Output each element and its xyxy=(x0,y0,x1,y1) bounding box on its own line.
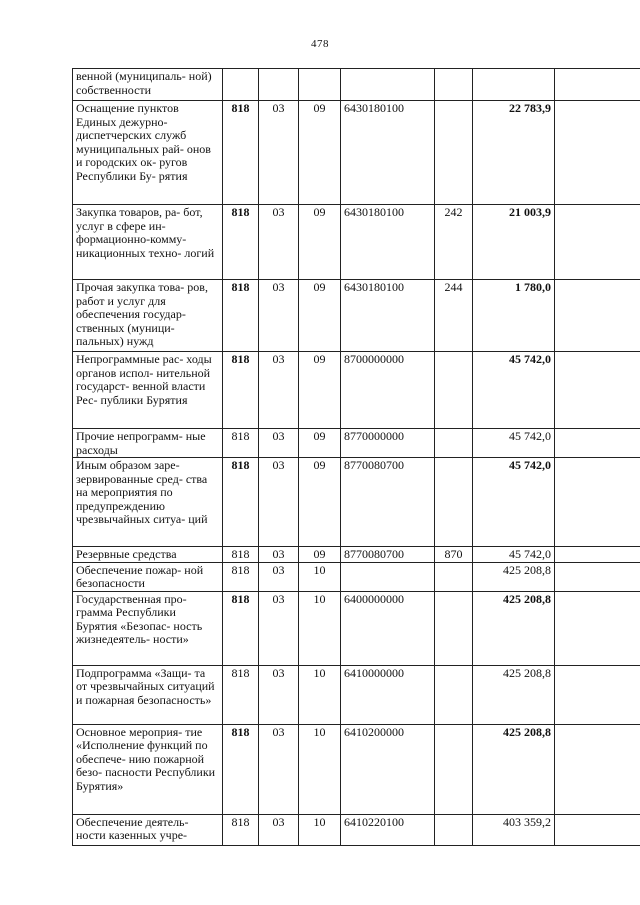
subsection-code-cell: 10 xyxy=(299,665,341,724)
extra-cell xyxy=(555,547,640,563)
section-code-cell: 03 xyxy=(259,665,299,724)
expense-type-cell xyxy=(435,814,473,845)
expense-type-cell xyxy=(435,101,473,205)
extra-cell xyxy=(555,562,640,591)
amount-cell: 45 742,0 xyxy=(473,352,555,429)
item-name-cell: Иным образом заре- зервированные сред- ства на мероприятия по предупреждению чрезвычайных ситуа- ций xyxy=(73,458,223,547)
item-name-cell: Закупка товаров, ра- бот, услуг в сфере ин- формационно-комму- никационных техно- логий xyxy=(73,205,223,280)
target-article-cell xyxy=(341,69,435,101)
target-article-cell: 6430180100 xyxy=(341,101,435,205)
section-code-cell: 03 xyxy=(259,814,299,845)
section-code-cell: 03 xyxy=(259,429,299,458)
extra-cell xyxy=(555,205,640,280)
amount-cell: 425 208,8 xyxy=(473,665,555,724)
extra-cell xyxy=(555,429,640,458)
subsection-code-cell: 09 xyxy=(299,205,341,280)
subsection-code-cell: 09 xyxy=(299,429,341,458)
item-name-cell: Оснащение пунктов Единых дежурно- диспетчерских служб муниципальных рай- онов и городских ок- ругов Республики Бу- рятия xyxy=(73,101,223,205)
subsection-code-cell: 10 xyxy=(299,724,341,814)
department-code-cell: 818 xyxy=(223,591,259,665)
section-code-cell: 03 xyxy=(259,280,299,352)
expense-type-cell xyxy=(435,724,473,814)
amount-cell: 403 359,2 xyxy=(473,814,555,845)
extra-cell xyxy=(555,352,640,429)
budget-table xyxy=(72,68,640,846)
amount-cell: 45 742,0 xyxy=(473,547,555,563)
subsection-code-cell xyxy=(299,69,341,101)
item-name-cell: Резервные средства xyxy=(73,547,223,563)
item-name-cell: Обеспечение пожар- ной безопасности xyxy=(73,562,223,591)
section-code-cell: 03 xyxy=(259,724,299,814)
target-article-cell: 6410000000 xyxy=(341,665,435,724)
department-code-cell xyxy=(223,69,259,101)
table-row xyxy=(73,547,640,563)
item-name-cell: венной (муниципаль- ной) собственности xyxy=(73,69,223,101)
item-name-cell: Государственная про- грамма Республики Бурятия «Безопас- ность жизнедеятель- ности» xyxy=(73,591,223,665)
table-row xyxy=(73,458,640,547)
extra-cell xyxy=(555,280,640,352)
expense-type-cell xyxy=(435,429,473,458)
department-code-cell: 818 xyxy=(223,280,259,352)
department-code-cell: 818 xyxy=(223,429,259,458)
amount-cell: 21 003,9 xyxy=(473,205,555,280)
department-code-cell: 818 xyxy=(223,547,259,563)
section-code-cell: 03 xyxy=(259,562,299,591)
target-article-cell: 8770080700 xyxy=(341,547,435,563)
amount-cell xyxy=(473,69,555,101)
target-article-cell: 6410200000 xyxy=(341,724,435,814)
extra-cell xyxy=(555,591,640,665)
amount-cell: 45 742,0 xyxy=(473,458,555,547)
target-article-cell: 8700000000 xyxy=(341,352,435,429)
page-number: 478 xyxy=(311,38,329,50)
expense-type-cell xyxy=(435,352,473,429)
expense-type-cell xyxy=(435,458,473,547)
expense-type-cell: 870 xyxy=(435,547,473,563)
table-row xyxy=(73,205,640,280)
expense-type-cell xyxy=(435,591,473,665)
target-article-cell: 8770080700 xyxy=(341,458,435,547)
table-row xyxy=(73,69,640,101)
target-article-cell: 6430180100 xyxy=(341,280,435,352)
table-row xyxy=(73,562,640,591)
section-code-cell: 03 xyxy=(259,591,299,665)
amount-cell: 45 742,0 xyxy=(473,429,555,458)
extra-cell xyxy=(555,458,640,547)
expense-type-cell xyxy=(435,562,473,591)
item-name-cell: Подпрограмма «Защи- та от чрезвычайных ситуаций и пожарная безопасность» xyxy=(73,665,223,724)
section-code-cell: 03 xyxy=(259,101,299,205)
item-name-cell: Основное мероприя- тие «Исполнение функций по обеспечe- нию пожарной безо- пасности Республики Бурятия» xyxy=(73,724,223,814)
table-row xyxy=(73,429,640,458)
subsection-code-cell: 10 xyxy=(299,814,341,845)
target-article-cell: 6400000000 xyxy=(341,591,435,665)
section-code-cell: 03 xyxy=(259,205,299,280)
expense-type-cell xyxy=(435,665,473,724)
extra-cell xyxy=(555,814,640,845)
subsection-code-cell: 09 xyxy=(299,352,341,429)
table-row xyxy=(73,665,640,724)
subsection-code-cell: 09 xyxy=(299,101,341,205)
subsection-code-cell: 09 xyxy=(299,547,341,563)
budget-table-body xyxy=(73,69,640,846)
subsection-code-cell: 10 xyxy=(299,562,341,591)
table-row xyxy=(73,814,640,845)
amount-cell: 425 208,8 xyxy=(473,591,555,665)
section-code-cell: 03 xyxy=(259,547,299,563)
department-code-cell: 818 xyxy=(223,665,259,724)
amount-cell: 22 783,9 xyxy=(473,101,555,205)
table-row xyxy=(73,101,640,205)
extra-cell xyxy=(555,101,640,205)
target-article-cell: 6410220100 xyxy=(341,814,435,845)
table-row xyxy=(73,591,640,665)
amount-cell: 425 208,8 xyxy=(473,724,555,814)
amount-cell: 425 208,8 xyxy=(473,562,555,591)
target-article-cell xyxy=(341,562,435,591)
item-name-cell: Прочие непрограмм- ные расходы xyxy=(73,429,223,458)
extra-cell xyxy=(555,665,640,724)
department-code-cell: 818 xyxy=(223,458,259,547)
department-code-cell: 818 xyxy=(223,101,259,205)
department-code-cell: 818 xyxy=(223,205,259,280)
item-name-cell: Обеспечение деятель- ности казенных учре- xyxy=(73,814,223,845)
department-code-cell: 818 xyxy=(223,352,259,429)
section-code-cell: 03 xyxy=(259,352,299,429)
table-row xyxy=(73,352,640,429)
section-code-cell xyxy=(259,69,299,101)
amount-cell: 1 780,0 xyxy=(473,280,555,352)
target-article-cell: 6430180100 xyxy=(341,205,435,280)
expense-type-cell: 242 xyxy=(435,205,473,280)
table-row xyxy=(73,724,640,814)
department-code-cell: 818 xyxy=(223,814,259,845)
extra-cell xyxy=(555,724,640,814)
subsection-code-cell: 10 xyxy=(299,591,341,665)
subsection-code-cell: 09 xyxy=(299,458,341,547)
item-name-cell: Прочая закупка това- ров, работ и услуг для обеспечения государ- ственных (муници- пальных) нужд xyxy=(73,280,223,352)
section-code-cell: 03 xyxy=(259,458,299,547)
item-name-cell: Непрограммные рас- ходы органов испол- нительной государст- венной власти Рес- публики Бурятия xyxy=(73,352,223,429)
department-code-cell: 818 xyxy=(223,562,259,591)
subsection-code-cell: 09 xyxy=(299,280,341,352)
expense-type-cell xyxy=(435,69,473,101)
table-row xyxy=(73,280,640,352)
extra-cell xyxy=(555,69,640,101)
target-article-cell: 8770000000 xyxy=(341,429,435,458)
department-code-cell: 818 xyxy=(223,724,259,814)
expense-type-cell: 244 xyxy=(435,280,473,352)
